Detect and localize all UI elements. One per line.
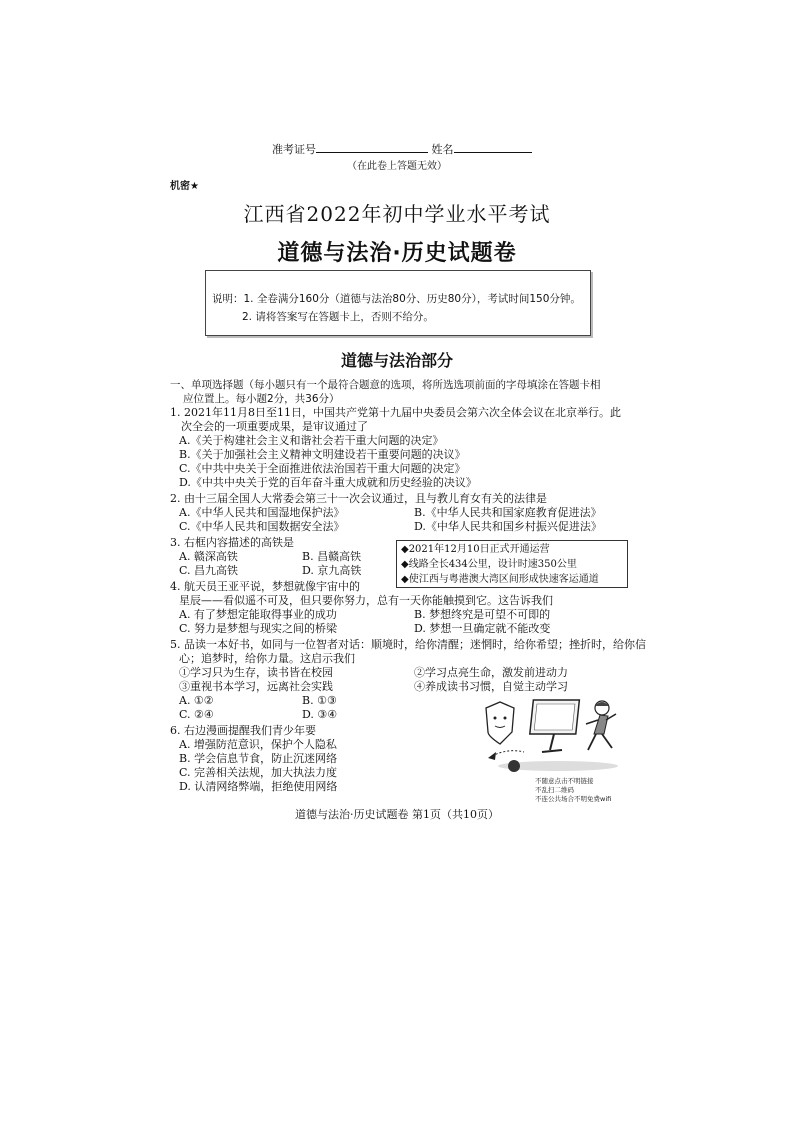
q3-info-1: ◆2021年12月10日正式开通运营 bbox=[401, 544, 550, 555]
q3-info-2: ◆线路全长434公里，设计时速350公里 bbox=[401, 559, 577, 570]
q1-option-c: C.《中共中央关于全面推进依法治国若干重大问题的决定》 bbox=[179, 462, 466, 475]
q6-option-d: D. 认清网络弊端，拒绝使用网络 bbox=[179, 780, 338, 793]
section-title: 道德与法治部分 bbox=[340, 351, 453, 370]
answer-note: （在此卷上答题无效） bbox=[347, 161, 447, 172]
exam-subtitle: 道德与法治·历史试题卷 bbox=[277, 241, 517, 266]
q1-option-a: A.《关于构建社会主义和谐社会若干重大问题的决定》 bbox=[179, 434, 444, 447]
name-label: 姓名 bbox=[431, 143, 454, 156]
exam-id-label: 准考证号 bbox=[272, 143, 316, 156]
q5-option-c: C. ②④ bbox=[179, 708, 214, 721]
exam-title: 江西省2022年初中学业水平考试 bbox=[243, 202, 551, 226]
q2-stem: 2. 由十三届全国人大常委会第三十一次会议通过，且与教儿育女有关的法律是 bbox=[170, 492, 547, 505]
q1-stem-2: 次全会的一项重要成果，是审议通过了 bbox=[181, 420, 368, 433]
page-footer: 道德与法治·历史试题卷 第1页（共10页） bbox=[295, 808, 499, 821]
part1-heading-2: 应位置上。每小题2分，共36分） bbox=[183, 393, 340, 405]
q5-option-d: D. ③④ bbox=[302, 708, 338, 721]
q3-option-b: B. 昌赣高铁 bbox=[302, 550, 362, 563]
q6-stem: 6. 右边漫画提醒我们青少年要 bbox=[170, 724, 316, 737]
q5-option-b: B. ①③ bbox=[302, 694, 337, 707]
instruction-1: 说明：1. 全卷满分160分（道德与法治80分、历史80分），考试时间150分钟。 bbox=[212, 293, 581, 305]
secret-mark: 机密★ bbox=[170, 181, 199, 192]
q5-item-4: ④养成读书习惯，自觉主动学习 bbox=[414, 680, 568, 693]
part1-heading-1: 一、单项选择题（每小题只有一个最符合题意的选项，将所选选项前面的字母填涂在答题卡相 bbox=[170, 379, 601, 391]
q1-option-d: D.《中共中央关于党的百年奋斗重大成就和历史经验的决议》 bbox=[179, 476, 477, 489]
q5-stem-1: 5. 品读一本好书，如同与一位智者对话：顺境时，给你清醒；迷惘时，给你希望；挫折时，给你信 bbox=[170, 638, 646, 651]
q5-item-2: ②学习点亮生命，激发前进动力 bbox=[414, 666, 568, 679]
q4-option-a: A. 有了梦想定能取得事业的成功 bbox=[179, 608, 337, 621]
q4-option-d: D. 梦想一旦确定就不能改变 bbox=[414, 622, 551, 635]
cartoon-caption bbox=[535, 777, 611, 804]
instructions-box bbox=[205, 270, 591, 336]
q4-stem-2: 星辰——看似遥不可及，但只要你努力，总有一天你能触摸到它。这告诉我们 bbox=[179, 594, 553, 607]
q5-option-a: A. ①② bbox=[179, 694, 214, 707]
cartoon-caption-1: 不随意点击不明链接 bbox=[535, 777, 594, 785]
cartoon-caption-2: 不乱扫二维码 bbox=[535, 786, 574, 794]
cartoon-caption-3: 不连公共场合不明免费wifi bbox=[535, 795, 612, 803]
q5-item-1: ①学习只为生存，读书皆在校园 bbox=[179, 666, 333, 679]
q2-option-d: D.《中华人民共和国乡村振兴促进法》 bbox=[414, 520, 602, 533]
q3-option-c: C. 昌九高铁 bbox=[179, 564, 239, 577]
q5-item-3: ③重视书本学习，远离社会实践 bbox=[179, 680, 333, 693]
q6-option-c: C. 完善相关法规，加大执法力度 bbox=[179, 766, 338, 779]
q4-option-b: B. 梦想终究是可望不可即的 bbox=[414, 608, 551, 621]
q4-stem-1: 4. 航天员王亚平说，梦想就像宇宙中的 bbox=[170, 580, 360, 593]
q3-info-3: ◆使江西与粤港澳大湾区间形成快速客运通道 bbox=[401, 574, 599, 585]
cartoon-drawing bbox=[478, 694, 628, 774]
q1-option-b: B.《关于加强社会主义精神文明建设若干重要问题的决议》 bbox=[179, 448, 466, 461]
q2-option-c: C.《中华人民共和国数据安全法》 bbox=[179, 520, 345, 533]
q2-option-b: B.《中华人民共和国家庭教育促进法》 bbox=[414, 506, 602, 519]
q3-stem: 3. 右框内容描述的高铁是 bbox=[170, 536, 294, 549]
q6-option-a: A. 增强防范意识，保护个人隐私 bbox=[179, 738, 337, 751]
cartoon-illustration bbox=[478, 694, 628, 774]
q5-stem-2: 心；追梦时，给你力量。这启示我们 bbox=[179, 652, 355, 665]
q1-stem-1: 1. 2021年11月8日至11日，中国共产党第十九届中央委员会第六次全体会议在北京举行。此 bbox=[170, 406, 621, 419]
exam-id-field bbox=[272, 142, 532, 157]
q3-option-d: D. 京九高铁 bbox=[302, 564, 362, 577]
q2-option-a: A.《中华人民共和国湿地保护法》 bbox=[179, 506, 345, 519]
instruction-2: 2. 请将答案写在答题卡上，否则不给分。 bbox=[242, 311, 434, 323]
q3-option-a: A. 赣深高铁 bbox=[179, 550, 238, 563]
q3-info-box bbox=[396, 540, 628, 588]
q4-option-c: C. 努力是梦想与现实之间的桥梁 bbox=[179, 622, 338, 635]
q6-option-b: B. 学会信息节食，防止沉迷网络 bbox=[179, 752, 338, 765]
